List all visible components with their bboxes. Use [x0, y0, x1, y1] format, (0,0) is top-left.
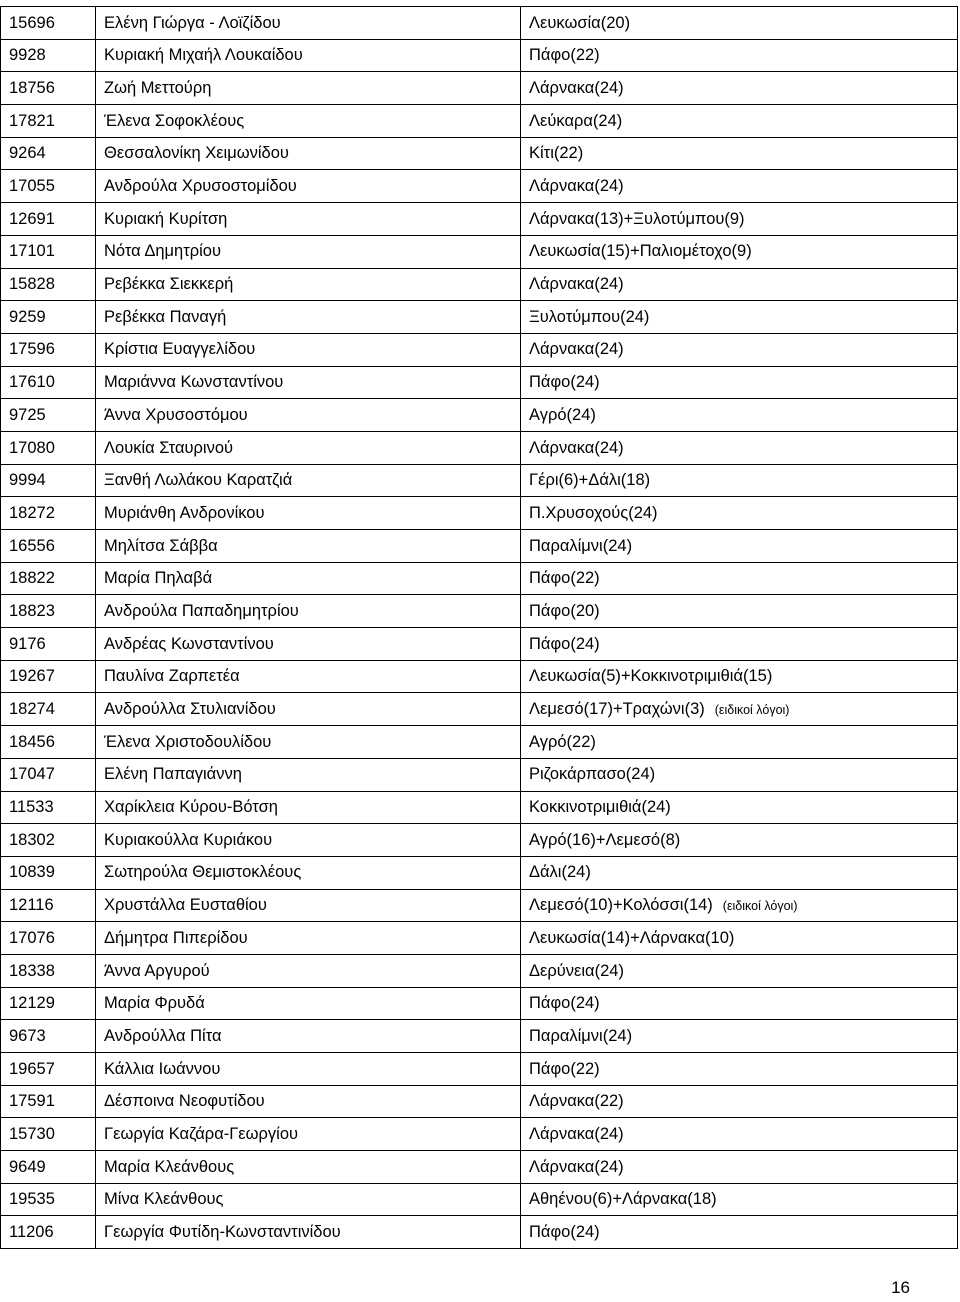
row-location: Αγρό(22): [529, 732, 596, 751]
row-id: 19657: [1, 1053, 96, 1086]
row-location: Λάρνακα(24): [529, 78, 624, 97]
table-row: [1, 595, 958, 628]
row-name: Ανδρέας Κωνσταντίνου: [96, 628, 521, 661]
row-location: Πάφο(22): [529, 46, 600, 65]
row-location-cell: [521, 595, 958, 628]
row-name: Χρυστάλλα Ευσταθίου: [96, 889, 521, 922]
row-name: Έλενα Χριστοδουλίδου: [96, 726, 521, 759]
row-name: Κάλλια Ιωάννου: [96, 1053, 521, 1086]
table-row: [1, 105, 958, 138]
row-name: Γεωργία Φυτίδη-Κωνσταντινίδου: [96, 1216, 521, 1249]
row-location-cell: [521, 726, 958, 759]
table-row: [1, 987, 958, 1020]
row-name: Θεσσαλονίκη Χειμωνίδου: [96, 137, 521, 170]
row-location: Λάρνακα(24): [529, 1124, 624, 1143]
row-id: 19267: [1, 660, 96, 693]
row-name: Κρίστια Ευαγγελίδου: [96, 333, 521, 366]
row-location: Πάφο(22): [529, 569, 600, 588]
row-id: 11206: [1, 1216, 96, 1249]
row-location: Αγρό(16)+Λεμεσό(8): [529, 830, 681, 849]
row-id: 15828: [1, 268, 96, 301]
table-row: [1, 497, 958, 530]
row-location: Πάφο(24): [529, 1223, 600, 1242]
row-id: 18756: [1, 72, 96, 105]
row-location-cell: [521, 137, 958, 170]
table-row: [1, 366, 958, 399]
row-id: 9259: [1, 301, 96, 334]
row-id: 18822: [1, 562, 96, 595]
row-name: Σωτηρούλα Θεμιστοκλέους: [96, 856, 521, 889]
row-location: Λάρνακα(24): [529, 177, 624, 196]
row-id: 18274: [1, 693, 96, 726]
row-note: (ειδικοί λόγοι): [714, 703, 790, 718]
table-row: [1, 333, 958, 366]
row-location: Παραλίμνι(24): [529, 1026, 633, 1045]
table-row: [1, 824, 958, 857]
row-location-cell: [521, 693, 958, 726]
row-location-cell: [521, 628, 958, 661]
row-name: Ανδρούλα Χρυσοστομίδου: [96, 170, 521, 203]
table-row: [1, 72, 958, 105]
row-id: 15696: [1, 7, 96, 40]
row-id: 9176: [1, 628, 96, 661]
table-row: [1, 1118, 958, 1151]
table-row: [1, 235, 958, 268]
row-location-cell: [521, 39, 958, 72]
row-location-cell: [521, 333, 958, 366]
row-id: 9264: [1, 137, 96, 170]
row-name: Μαρία Πηλαβά: [96, 562, 521, 595]
row-location-cell: [521, 791, 958, 824]
row-id: 9994: [1, 464, 96, 497]
row-location-cell: [521, 660, 958, 693]
row-location: Πάφο(24): [529, 634, 600, 653]
table-row: [1, 301, 958, 334]
row-name: Μαρία Κλεάνθους: [96, 1151, 521, 1184]
row-name: Κυριακούλλα Κυριάκου: [96, 824, 521, 857]
row-location-cell: [521, 72, 958, 105]
row-id: 19535: [1, 1183, 96, 1216]
row-name: Δήμητρα Πιπερίδου: [96, 922, 521, 955]
row-location-cell: [521, 105, 958, 138]
row-id: 9725: [1, 399, 96, 432]
row-name: Ρεβέκκα Παναγή: [96, 301, 521, 334]
row-location: Λάρνακα(13)+Ξυλοτύμπου(9): [529, 209, 745, 228]
page-number: 16: [891, 1278, 910, 1297]
row-id: 18338: [1, 954, 96, 987]
row-id: 18302: [1, 824, 96, 857]
row-location-cell: [521, 301, 958, 334]
row-name: Μηλίτσα Σάββα: [96, 530, 521, 563]
row-location: Γέρι(6)+Δάλι(18): [529, 471, 651, 490]
row-id: 17821: [1, 105, 96, 138]
row-location-cell: [521, 824, 958, 857]
table-row: [1, 1216, 958, 1249]
row-name: Ανδρούλλα Στυλιανίδου: [96, 693, 521, 726]
row-location: Λεμεσό(17)+Τραχώνι(3): [529, 700, 705, 719]
table-row: [1, 7, 958, 40]
row-location: Λάρνακα(24): [529, 340, 624, 359]
row-id: 11533: [1, 791, 96, 824]
row-name: Μαρία Φρυδά: [96, 987, 521, 1020]
table-row: [1, 628, 958, 661]
row-location-cell: [521, 497, 958, 530]
row-id: 9928: [1, 39, 96, 72]
row-location: Παραλίμνι(24): [529, 536, 633, 555]
row-note: (ειδικοί λόγοι): [722, 899, 798, 914]
row-name: Δέσποινα Νεοφυτίδου: [96, 1085, 521, 1118]
row-location-cell: [521, 464, 958, 497]
table-row: [1, 856, 958, 889]
table-row: [1, 758, 958, 791]
row-location: Δάλι(24): [529, 863, 591, 882]
row-name: Άννα Αργυρού: [96, 954, 521, 987]
row-location-cell: [521, 922, 958, 955]
row-location: Λευκωσία(20): [529, 13, 631, 32]
row-location: Λάρνακα(24): [529, 1157, 624, 1176]
row-location-cell: [521, 366, 958, 399]
row-name: Κυριακή Μιχαήλ Λουκαίδου: [96, 39, 521, 72]
row-id: 18272: [1, 497, 96, 530]
row-location-cell: [521, 758, 958, 791]
row-location-cell: [521, 399, 958, 432]
table-row: [1, 660, 958, 693]
table-row: [1, 726, 958, 759]
row-id: 12116: [1, 889, 96, 922]
row-location: Λεμεσό(10)+Κολόσσι(14): [529, 896, 713, 915]
row-location: Λευκωσία(15)+Παλιομέτοχο(9): [529, 242, 752, 261]
table-row: [1, 268, 958, 301]
row-id: 17610: [1, 366, 96, 399]
row-location-cell: [521, 1085, 958, 1118]
table-row: [1, 693, 958, 726]
table-row: [1, 922, 958, 955]
row-name: Ανδρούλλα Πίτα: [96, 1020, 521, 1053]
row-location: Λάρνακα(24): [529, 438, 624, 457]
row-name: Χαρίκλεια Κύρου-Βότση: [96, 791, 521, 824]
row-name: Κυριακή Κυρίτση: [96, 203, 521, 236]
row-name: Ρεβέκκα Σιεκκερή: [96, 268, 521, 301]
row-name: Νότα Δημητρίου: [96, 235, 521, 268]
row-location-cell: [521, 431, 958, 464]
row-id: 12691: [1, 203, 96, 236]
table-row: [1, 1053, 958, 1086]
row-name: Λουκία Σταυρινού: [96, 431, 521, 464]
table-row: [1, 889, 958, 922]
row-id: 17055: [1, 170, 96, 203]
roster-body: [1, 7, 958, 1249]
row-id: 9673: [1, 1020, 96, 1053]
row-name: Μυριάνθη Ανδρονίκου: [96, 497, 521, 530]
row-id: 12129: [1, 987, 96, 1020]
row-location: Λεύκαρα(24): [529, 111, 623, 130]
row-name: Ζωή Μεττούρη: [96, 72, 521, 105]
row-id: 15730: [1, 1118, 96, 1151]
row-location-cell: [521, 856, 958, 889]
row-id: 10839: [1, 856, 96, 889]
row-location: Λάρνακα(22): [529, 1092, 624, 1111]
table-row: [1, 1085, 958, 1118]
row-location-cell: [521, 170, 958, 203]
row-name: Έλενα Σοφοκλέους: [96, 105, 521, 138]
table-row: [1, 562, 958, 595]
table-row: [1, 39, 958, 72]
table-row: [1, 1020, 958, 1053]
row-name: Μίνα Κλεάνθους: [96, 1183, 521, 1216]
row-location-cell: [521, 1118, 958, 1151]
row-location-cell: [521, 7, 958, 40]
row-id: 17591: [1, 1085, 96, 1118]
row-location-cell: [521, 268, 958, 301]
row-location-cell: [521, 889, 958, 922]
table-row: [1, 954, 958, 987]
row-location: Ριζοκάρπασο(24): [529, 765, 656, 784]
row-name: Ανδρούλα Παπαδημητρίου: [96, 595, 521, 628]
table-row: [1, 1151, 958, 1184]
row-id: 18823: [1, 595, 96, 628]
row-name: Ελένη Γιώργα - Λοϊζίδου: [96, 7, 521, 40]
row-location-cell: [521, 954, 958, 987]
row-location-cell: [521, 1216, 958, 1249]
row-name: Παυλίνα Ζαρπετέα: [96, 660, 521, 693]
row-id: 17076: [1, 922, 96, 955]
row-location: Κοκκινοτριμιθιά(24): [529, 798, 671, 817]
row-location: Πάφο(24): [529, 994, 600, 1013]
row-location-cell: [521, 562, 958, 595]
table-row: [1, 431, 958, 464]
table-row: [1, 791, 958, 824]
row-location: Δερύνεια(24): [529, 961, 624, 980]
row-id: 17047: [1, 758, 96, 791]
row-location: Π.Χρυσοχούς(24): [529, 503, 658, 522]
row-id: 17080: [1, 431, 96, 464]
roster-table: [0, 6, 958, 1249]
row-id: 16556: [1, 530, 96, 563]
table-row: [1, 203, 958, 236]
row-location: Λάρνακα(24): [529, 275, 624, 294]
table-row: [1, 530, 958, 563]
table-row: [1, 137, 958, 170]
row-name: Μαριάννα Κωνσταντίνου: [96, 366, 521, 399]
row-location: Λευκωσία(5)+Κοκκινοτριμιθιά(15): [529, 667, 773, 686]
row-location: Ξυλοτύμπου(24): [529, 307, 650, 326]
row-location-cell: [521, 203, 958, 236]
row-name: Άννα Χρυσοστόμου: [96, 399, 521, 432]
table-row: [1, 399, 958, 432]
row-location-cell: [521, 1183, 958, 1216]
row-location: Πάφο(20): [529, 601, 600, 620]
row-location-cell: [521, 987, 958, 1020]
row-id: 18456: [1, 726, 96, 759]
table-row: [1, 464, 958, 497]
row-name: Ελένη Παπαγιάννη: [96, 758, 521, 791]
row-location-cell: [521, 530, 958, 563]
table-row: [1, 170, 958, 203]
row-location-cell: [521, 1151, 958, 1184]
row-location-cell: [521, 1020, 958, 1053]
row-location: Κίτι(22): [529, 144, 584, 163]
row-location-cell: [521, 235, 958, 268]
row-location: Αγρό(24): [529, 405, 596, 424]
row-location: Πάφο(24): [529, 373, 600, 392]
row-location-cell: [521, 1053, 958, 1086]
row-name: Ξανθή Λωλάκου Καρατζιά: [96, 464, 521, 497]
row-id: 17596: [1, 333, 96, 366]
row-location: Αθηένου(6)+Λάρνακα(18): [529, 1190, 717, 1209]
row-name: Γεωργία Καζάρα-Γεωργίου: [96, 1118, 521, 1151]
row-id: 9649: [1, 1151, 96, 1184]
row-id: 17101: [1, 235, 96, 268]
table-row: [1, 1183, 958, 1216]
row-location: Λευκωσία(14)+Λάρνακα(10): [529, 928, 735, 947]
row-location: Πάφο(22): [529, 1059, 600, 1078]
